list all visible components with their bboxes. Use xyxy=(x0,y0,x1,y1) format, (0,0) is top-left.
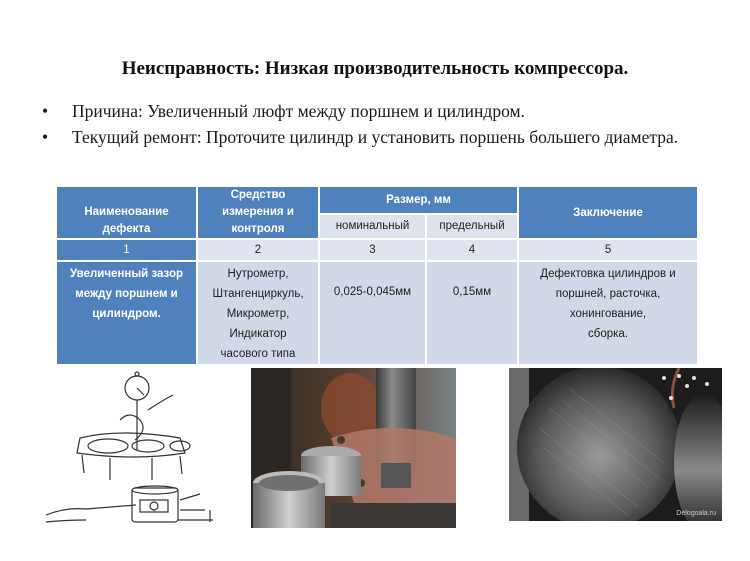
header-defect-name: Наименование дефекта xyxy=(56,186,197,239)
header-measuring-tool: Средство измерения и контроля xyxy=(197,186,319,239)
watermark-text: Delogoala.ru xyxy=(676,510,716,517)
bullet-marker: • xyxy=(42,101,49,121)
worn-cylinder-photo-image xyxy=(509,368,722,521)
conclusion-line: хонингование, xyxy=(569,308,647,320)
bullet-cause xyxy=(38,100,698,122)
table-row xyxy=(56,261,698,365)
tool-item: Микрометр, xyxy=(226,308,290,320)
bullet-marker: • xyxy=(42,127,49,147)
defect-table xyxy=(55,185,699,366)
cell-tools xyxy=(197,261,319,365)
cell-nominal: 0,025-0,045мм xyxy=(319,261,426,365)
cylinder-boring-photo-icon xyxy=(251,368,456,528)
boring-photo-image xyxy=(251,368,456,528)
cell-limit: 0,15мм xyxy=(426,261,518,365)
cell-defect: Увеличенный зазор между поршнем и цилиндром. xyxy=(56,261,197,365)
measurement-diagram-image xyxy=(40,370,220,532)
tool-item: Нутрометр, xyxy=(227,268,289,280)
column-number-2: 2 xyxy=(197,239,319,261)
header-limit: предельный xyxy=(426,214,518,239)
cylinder-wall-photo-icon xyxy=(509,368,722,521)
header-size-group: Размер, мм xyxy=(319,186,518,214)
tool-item: Штангенциркуль, xyxy=(212,288,304,300)
conclusion-line: сборка. xyxy=(588,328,629,340)
column-number-3: 3 xyxy=(319,239,426,261)
column-number-5: 5 xyxy=(518,239,698,261)
bullet-text: Причина: Увеличенный люфт между поршнем и цилиндром. xyxy=(72,101,525,121)
tool-item: часового типа xyxy=(220,348,296,360)
bullet-repair xyxy=(38,126,698,148)
header-nominal: номинальный xyxy=(319,214,426,239)
cell-conclusion xyxy=(518,261,698,365)
conclusion-line: поршней, расточка, xyxy=(555,288,661,300)
conclusion-line: Дефектовка цилиндров и xyxy=(540,268,676,280)
tool-item: Индикатор xyxy=(229,328,287,340)
bullet-text: Текущий ремонт: Проточите цилиндр и установить поршень большего диаметра. xyxy=(72,127,679,147)
header-conclusion: Заключение xyxy=(518,186,698,239)
bullet-list xyxy=(38,100,698,152)
column-number-4: 4 xyxy=(426,239,518,261)
measurement-drawing-icon xyxy=(40,370,220,532)
slide-title: Неисправность: Низкая производительность компрессора. xyxy=(121,58,629,79)
column-number-1: 1 xyxy=(56,239,197,261)
